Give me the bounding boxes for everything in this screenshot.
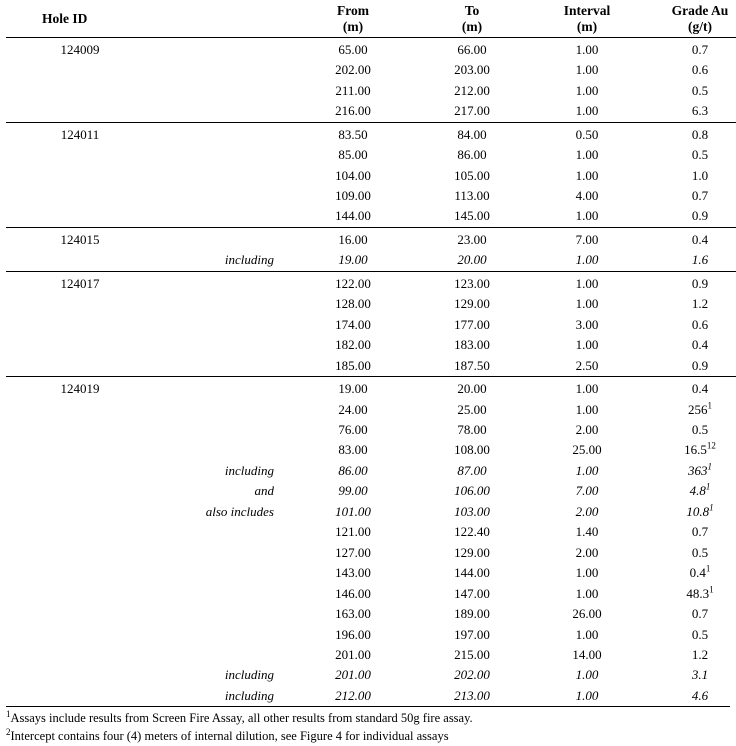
cell-note — [154, 584, 294, 604]
cell-note — [154, 186, 294, 206]
cell-to: 215.00 — [454, 646, 490, 662]
cell-grade: 0.9 — [691, 208, 709, 224]
cell-hole-id — [6, 665, 154, 685]
cell-grade: 1.6 — [691, 252, 709, 268]
cell-grade: 0.5 — [691, 147, 709, 163]
cell-grade-footnote-marker: 1 — [707, 400, 712, 411]
cell-grade: 6.3 — [691, 103, 709, 119]
cell-from: 83.50 — [338, 126, 368, 142]
column-header-from-unit: (m) — [342, 18, 364, 34]
cell-grade: 0.7 — [691, 188, 709, 204]
cell-interval: 1.00 — [575, 626, 599, 642]
cell-grade: 0.4 — [691, 337, 709, 353]
footnote-1-marker: 1 — [6, 709, 11, 720]
cell-grade-footnote-marker: 1 — [707, 461, 712, 472]
cell-note — [154, 294, 294, 314]
cell-note — [154, 563, 294, 583]
column-header-grade-label: Grade Au — [671, 3, 729, 18]
table-row — [6, 400, 736, 420]
cell-interval: 2.00 — [575, 503, 599, 519]
cell-hole-id — [6, 522, 154, 542]
cell-from: 182.00 — [335, 337, 371, 353]
cell-interval: 1.00 — [575, 82, 599, 98]
cell-note — [154, 420, 294, 440]
cell-interval: 1.00 — [575, 103, 599, 119]
cell-from: 143.00 — [335, 565, 371, 581]
cell-grade-footnote-marker: 1 — [709, 584, 714, 595]
cell-to: 23.00 — [457, 231, 487, 247]
cell-to: 123.00 — [454, 275, 490, 291]
cell-hole-id: 124015 — [60, 231, 100, 247]
cell-grade-footnote-marker: 12 — [706, 441, 716, 452]
cell-interval: 1.00 — [575, 401, 599, 417]
cell-interval: 1.00 — [575, 252, 599, 268]
column-header-from — [294, 0, 412, 37]
cell-to: 103.00 — [454, 503, 490, 519]
cell-grade: 0.5 — [691, 544, 709, 560]
cell-note — [154, 400, 294, 420]
cell-grade: 0.5 — [691, 422, 709, 437]
cell-from: 196.00 — [335, 626, 371, 642]
table-row — [6, 522, 736, 542]
cell-to: 84.00 — [457, 126, 487, 142]
cell-from: 121.00 — [335, 524, 371, 540]
cell-hole-id — [6, 563, 154, 583]
table-row — [6, 625, 736, 645]
cell-grade-footnote-marker: 1 — [705, 482, 711, 493]
cell-from: 83.00 — [338, 442, 368, 458]
cell-grade: $363^1$ — [688, 461, 712, 478]
cell-hole-id — [6, 166, 154, 186]
cell-from: 101.00 — [335, 503, 371, 519]
cell-note — [154, 356, 294, 377]
cell-interval: 1.00 — [575, 41, 599, 57]
table-row — [6, 563, 736, 583]
cell-hole-id — [6, 186, 154, 206]
cell-from: 122.00 — [335, 275, 371, 291]
cell-interval: 3.00 — [575, 316, 599, 332]
cell-grade: 3.1 — [691, 667, 709, 683]
cell-to: 129.00 — [454, 296, 490, 312]
cell-interval: 2.50 — [575, 357, 599, 373]
table-row — [6, 335, 736, 355]
cell-note: and — [254, 483, 274, 499]
footnote-2 — [6, 727, 730, 745]
table-row — [6, 377, 736, 400]
cell-hole-id: 124017 — [60, 275, 100, 291]
cell-interval: 25.00 — [572, 442, 602, 458]
column-header-grade — [642, 0, 736, 37]
cell-hole-id — [6, 294, 154, 314]
cell-to: 187.50 — [454, 357, 490, 373]
table-row — [6, 227, 736, 250]
cell-grade: 1.0 — [691, 167, 709, 183]
cell-grade: 0.5 — [691, 626, 709, 642]
cell-hole-id — [6, 335, 154, 355]
table-row — [6, 543, 736, 563]
cell-from: 185.00 — [335, 357, 371, 373]
cell-note — [154, 440, 294, 460]
cell-grade: 1.2 — [691, 646, 709, 662]
cell-to: 202.00 — [454, 667, 490, 683]
cell-note — [154, 60, 294, 80]
cell-from: 163.00 — [335, 606, 371, 622]
column-header-from-label: From — [337, 3, 369, 18]
cell-to: 197.00 — [454, 626, 490, 642]
cell-note: including — [224, 687, 274, 703]
cell-note: including — [224, 462, 274, 478]
cell-note — [154, 206, 294, 227]
cell-from: 76.00 — [338, 422, 368, 437]
cell-hole-id — [6, 584, 154, 604]
cell-interval: 26.00 — [572, 606, 602, 622]
cell-to: 203.00 — [454, 62, 490, 78]
cell-to: 147.00 — [454, 585, 490, 601]
cell-to: 25.00 — [457, 401, 487, 417]
table-row — [6, 502, 736, 522]
cell-grade: $4.8^1$ — [689, 482, 711, 499]
cell-from: 127.00 — [335, 544, 371, 560]
table-row — [6, 186, 736, 206]
table-body — [6, 37, 736, 706]
cell-to: 189.00 — [454, 606, 490, 622]
table-row — [6, 166, 736, 186]
cell-grade: 0.4 — [691, 231, 709, 247]
cell-hole-id — [6, 400, 154, 420]
table-row — [6, 461, 736, 481]
cell-interval: 1.40 — [575, 524, 599, 540]
column-header-hole-id — [6, 0, 294, 37]
table-row — [6, 60, 736, 80]
cell-note — [154, 166, 294, 186]
table-row — [6, 101, 736, 122]
table-row — [6, 356, 736, 377]
column-header-to-label: To — [464, 3, 480, 18]
cell-from: 86.00 — [338, 462, 368, 478]
cell-from: 24.00 — [338, 401, 368, 417]
table-header — [6, 0, 736, 37]
cell-interval: 7.00 — [575, 231, 599, 247]
table-row — [6, 440, 736, 460]
cell-note — [154, 227, 294, 250]
footnote-1-text: Assays include results from Screen Fire Assay, all other results from standard 50g fire assay. — [10, 711, 473, 726]
cell-grade: 10.8$^1$ — [686, 502, 714, 519]
cell-from: 16.00 — [338, 231, 368, 247]
cell-hole-id: 124009 — [60, 41, 100, 57]
cell-grade: 0.6 — [691, 62, 709, 78]
table-row — [6, 122, 736, 145]
cell-grade: 0.5 — [691, 82, 709, 98]
cell-hole-id — [6, 315, 154, 335]
cell-note — [154, 81, 294, 101]
cell-from: 109.00 — [335, 188, 371, 204]
cell-interval: 2.00 — [575, 544, 599, 560]
cell-hole-id — [6, 250, 154, 271]
cell-to: 20.00 — [457, 381, 487, 397]
cell-interval: 2.00 — [575, 422, 599, 437]
cell-interval: 1.00 — [575, 337, 599, 353]
cell-grade-footnote-marker: 1 — [709, 502, 714, 513]
cell-hole-id — [6, 81, 154, 101]
cell-from: 201.00 — [335, 646, 371, 662]
cell-grade-footnote-marker: 1 — [705, 563, 711, 574]
cell-to: 183.00 — [454, 337, 490, 353]
table-row — [6, 481, 736, 501]
cell-interval: 1.00 — [575, 275, 599, 291]
cell-hole-id — [6, 60, 154, 80]
cell-grade: 0.9 — [691, 275, 709, 291]
cell-from: 128.00 — [335, 296, 371, 312]
table-row — [6, 250, 736, 271]
cell-grade: 48.3$^1$ — [686, 584, 714, 601]
cell-grade: 16.5$^{12}$ — [684, 441, 716, 458]
cell-from: 104.00 — [335, 167, 371, 183]
cell-hole-id — [6, 101, 154, 122]
column-header-to — [412, 0, 532, 37]
cell-to: 20.00 — [457, 252, 487, 268]
cell-hole-id — [6, 604, 154, 624]
cell-hole-id: 124019 — [60, 381, 100, 397]
cell-interval: 1.00 — [575, 667, 599, 683]
cell-from: 216.00 — [335, 103, 371, 119]
cell-interval: 14.00 — [572, 646, 602, 662]
table-row — [6, 294, 736, 314]
cell-to: 78.00 — [457, 422, 487, 437]
column-header-to-unit: (m) — [461, 18, 483, 34]
column-header-grade-unit: (g/t) — [688, 18, 712, 34]
cell-from: 19.00 — [338, 381, 368, 397]
cell-interval: 7.00 — [575, 483, 599, 499]
cell-from: 19.00 — [338, 252, 368, 268]
cell-interval: 1.00 — [575, 462, 599, 478]
cell-note — [154, 101, 294, 122]
cell-to: 145.00 — [454, 208, 490, 224]
drill-results-table — [6, 0, 736, 706]
cell-interval: 1.00 — [575, 565, 599, 581]
cell-from: 85.00 — [338, 147, 368, 163]
cell-grade: 0.7 — [691, 41, 709, 57]
footnote-1 — [6, 709, 730, 727]
cell-hole-id — [6, 145, 154, 165]
cell-interval: 1.00 — [575, 62, 599, 78]
cell-note — [154, 335, 294, 355]
cell-from: 211.00 — [335, 82, 371, 98]
cell-grade: 0.6 — [691, 316, 709, 332]
cell-to: 113.00 — [454, 188, 490, 204]
column-header-interval-label: Interval — [563, 3, 611, 18]
cell-to: 108.00 — [454, 442, 490, 458]
cell-interval: 1.00 — [575, 585, 599, 601]
cell-from: 65.00 — [338, 41, 368, 57]
cell-grade: 4.6 — [691, 687, 709, 703]
cell-hole-id — [6, 440, 154, 460]
cell-from: 99.00 — [338, 483, 368, 499]
cell-note — [154, 625, 294, 645]
cell-interval: 0.50 — [575, 126, 599, 142]
table-row — [6, 420, 736, 440]
table-row — [6, 81, 736, 101]
cell-grade: $256^1$ — [688, 400, 712, 417]
cell-grade: 0.9 — [691, 357, 709, 373]
table-row — [6, 145, 736, 165]
cell-note — [154, 604, 294, 624]
cell-from: 144.00 — [335, 208, 371, 224]
cell-hole-id — [6, 461, 154, 481]
cell-note — [154, 271, 294, 294]
cell-interval: 1.00 — [575, 381, 599, 397]
cell-note — [154, 122, 294, 145]
cell-from: 212.00 — [335, 687, 371, 703]
table-row — [6, 604, 736, 624]
cell-interval: 1.00 — [575, 147, 599, 163]
cell-from: 201.00 — [335, 667, 371, 683]
cell-grade: $0.4^1$ — [689, 563, 711, 581]
cell-grade: 0.7 — [691, 606, 709, 622]
footnote-2-marker: 2 — [6, 727, 11, 738]
column-header-interval — [532, 0, 642, 37]
cell-grade: 1.2 — [691, 296, 709, 312]
cell-hole-id — [6, 420, 154, 440]
table-row — [6, 206, 736, 227]
cell-to: 105.00 — [454, 167, 490, 183]
cell-note: also includes — [205, 503, 274, 519]
cell-note — [154, 645, 294, 665]
footnotes — [6, 706, 730, 745]
cell-hole-id — [6, 206, 154, 227]
cell-note — [154, 315, 294, 335]
cell-grade: 0.7 — [691, 524, 709, 540]
cell-to: 213.00 — [454, 687, 490, 703]
cell-to: 122.40 — [454, 524, 490, 540]
cell-grade: 0.4 — [691, 381, 709, 397]
table-row — [6, 686, 736, 706]
cell-hole-id — [6, 625, 154, 645]
cell-note: including — [224, 667, 274, 683]
cell-to: 144.00 — [454, 565, 490, 581]
table-row — [6, 37, 736, 60]
cell-note: including — [224, 252, 274, 268]
cell-note — [154, 543, 294, 563]
column-header-interval-unit: (m) — [576, 18, 598, 34]
cell-grade: 0.8 — [691, 126, 709, 142]
cell-to: 129.00 — [454, 544, 490, 560]
cell-hole-id: 124011 — [60, 126, 100, 142]
cell-to: 177.00 — [454, 316, 490, 332]
footnote-2-text: Intercept contains four (4) meters of internal dilution, see Figure 4 for individual assays — [10, 729, 449, 744]
table-row — [6, 645, 736, 665]
cell-hole-id — [6, 543, 154, 563]
cell-from: 202.00 — [335, 62, 371, 78]
cell-interval: 1.00 — [575, 296, 599, 312]
cell-note — [154, 377, 294, 400]
cell-note — [154, 522, 294, 542]
column-header-hole-id-label: Hole ID — [42, 10, 88, 26]
cell-to: 87.00 — [457, 462, 487, 478]
cell-interval: 1.00 — [575, 167, 599, 183]
cell-to: 86.00 — [457, 147, 487, 163]
cell-hole-id — [6, 686, 154, 706]
cell-from: 174.00 — [335, 316, 371, 332]
cell-interval: 4.00 — [575, 188, 599, 204]
cell-interval: 1.00 — [575, 687, 599, 703]
cell-to: 217.00 — [454, 103, 490, 119]
cell-interval: 1.00 — [575, 208, 599, 224]
table-row — [6, 315, 736, 335]
cell-hole-id — [6, 645, 154, 665]
cell-hole-id — [6, 356, 154, 377]
cell-to: 212.00 — [454, 82, 490, 98]
cell-hole-id — [6, 481, 154, 501]
table-row — [6, 584, 736, 604]
table-row — [6, 271, 736, 294]
cell-to: 66.00 — [457, 41, 487, 57]
cell-note — [154, 37, 294, 60]
cell-hole-id — [6, 502, 154, 522]
table-row — [6, 665, 736, 685]
cell-note — [154, 145, 294, 165]
cell-to: 106.00 — [454, 483, 490, 499]
cell-from: 146.00 — [335, 585, 371, 601]
